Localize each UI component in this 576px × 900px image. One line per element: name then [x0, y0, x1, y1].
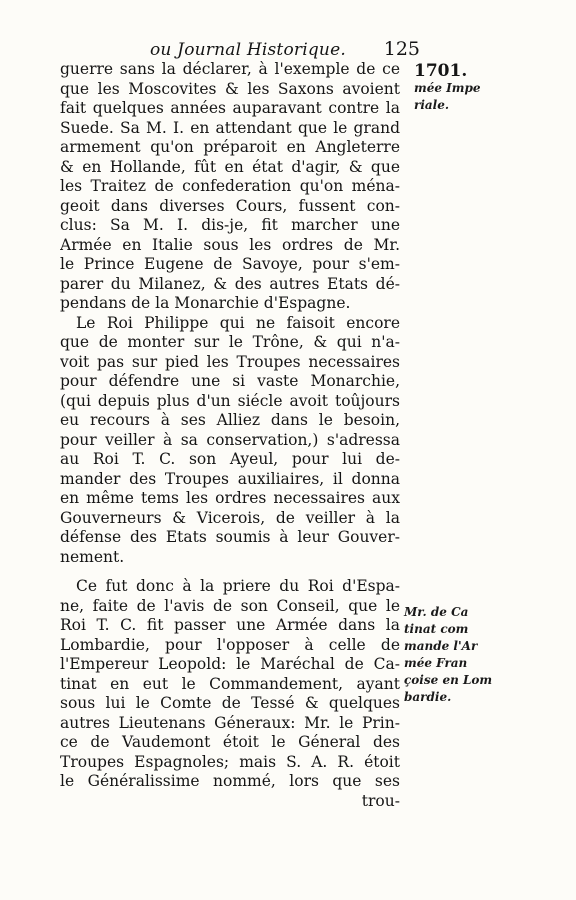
paragraph-2: [60, 314, 400, 568]
paragraph-3: [60, 577, 400, 811]
text-line: geoit dans diverses Cours, fussent con-: [60, 196, 400, 215]
text-line: & en Hollande, fût en état d'agir, & que: [60, 157, 400, 176]
text-line: l'Empereur Leopold: le Maréchal de Ca-: [60, 655, 400, 673]
paragraph-gap: [60, 567, 400, 577]
text-line: Ce fut donc à la priere du Roi d'Espa-: [76, 577, 400, 595]
margin-note-line: mande l'Ar: [404, 639, 478, 653]
text-line: mander des Troupes auxiliaires, il donna: [60, 469, 400, 488]
text-line: en même tems les ordres necessaires aux: [60, 489, 400, 507]
text-line: que de monter sur le Trône, & qui n'a-: [60, 333, 400, 351]
text-line: tinat en eut le Commandement, ayant: [60, 674, 400, 693]
text-line: ne, faite de l'avis de son Conseil, que le: [60, 596, 400, 615]
text-line: pour défendre une si vaste Monarchie,: [60, 372, 400, 390]
catchword: trou-: [361, 791, 400, 810]
margin-year: 1701.: [414, 61, 468, 81]
text-line: autres Lieutenans Géneraux: Mr. le Prin-: [60, 713, 400, 732]
running-title: ou Journal Historique.: [150, 40, 346, 60]
text-line: au Roi T. C. son Ayeul, pour lui de-: [60, 450, 400, 468]
text-line: pour veiller à sa conservation,) s'adressa: [60, 430, 400, 449]
paragraph-1: [60, 60, 400, 314]
text-line: fait quelques années auparavant contre la: [60, 99, 400, 117]
text-line: guerre sans la déclarer, à l'exemple de ce: [60, 60, 400, 78]
text-line: les Traitez de confederation qu'on ména-: [60, 177, 400, 195]
page-number: 125: [383, 38, 420, 60]
text-line: Suede. Sa M. I. en attendant que le grand: [60, 118, 400, 137]
text-line: clus: Sa M. I. dis-je, fit marcher une: [60, 216, 400, 234]
text-line: défense des Etats soumis à leur Gouver-: [60, 528, 400, 546]
text-line: Troupes Espagnoles; mais S. A. R. étoit: [60, 752, 400, 771]
text-line: eu recours à ses Alliez dans le besoin,: [60, 411, 400, 429]
text-line: que les Moscovites & les Saxons avoient: [60, 79, 400, 98]
text-line: nement.: [60, 547, 125, 566]
text-line: Gouverneurs & Vicerois, de veiller à la: [60, 508, 400, 527]
text-line: pendans de la Monarchie d'Espagne.: [60, 294, 351, 312]
text-line: le Prince Eugene de Savoye, pour s'em-: [60, 255, 400, 273]
margin-note-line: riale.: [414, 98, 450, 112]
text-line: parer du Milanez, & des autres Etats dé-: [60, 274, 400, 293]
text-line: armement qu'on préparoit en Angleterre: [60, 138, 400, 156]
margin-note-catinat: [404, 604, 519, 706]
text-line: Armée en Italie sous les ordres de Mr.: [60, 235, 400, 254]
margin-note-line: Mr. de Ca: [404, 605, 469, 619]
text-line: Roi T. C. fit passer une Armée dans la: [60, 616, 400, 634]
text-line: ce de Vaudemont étoit le Géneral des: [60, 733, 400, 751]
text-line: (qui depuis plus d'un siécle avoit toûjours: [60, 391, 400, 410]
margin-note-imperiale: [414, 80, 524, 114]
text-line: sous lui le Comte de Tessé & quelques: [60, 694, 400, 712]
margin-note-line: mée Impe: [414, 81, 481, 95]
margin-note-line: çoise en Lom: [404, 673, 493, 687]
margin-note-line: mée Fran: [404, 656, 468, 670]
text-line: Le Roi Philippe qui ne faisoit encore: [76, 313, 400, 332]
text-line: Lombardie, pour l'opposer à celle de: [60, 635, 400, 654]
body-text: [60, 60, 400, 811]
text-line: voit pas sur pied les Troupes necessaires: [60, 352, 400, 371]
text-line: le Généralissime nommé, lors que ses: [60, 772, 400, 790]
margin-note-line: bardie.: [404, 690, 452, 704]
margin-note-line: tinat com: [404, 622, 469, 636]
